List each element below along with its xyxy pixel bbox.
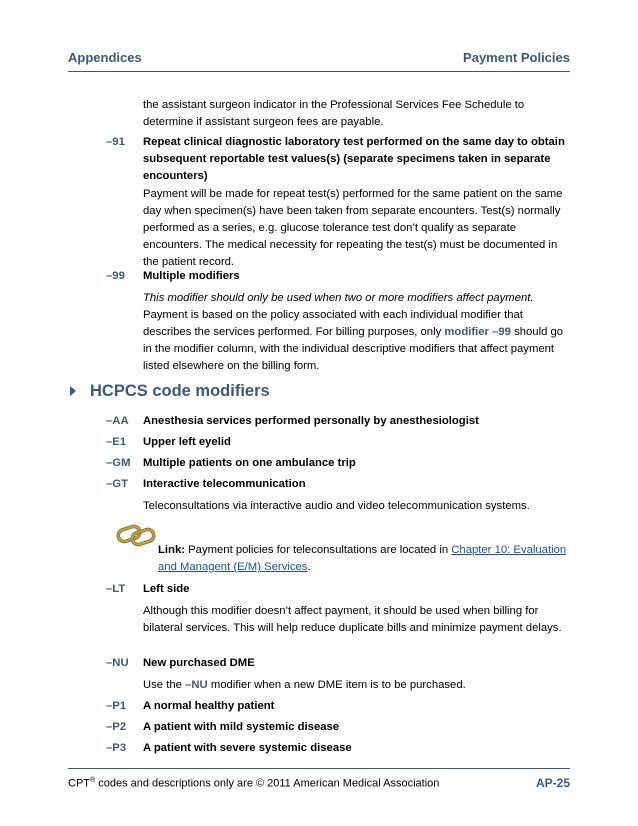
modifier-99-highlight: modifier –99 — [444, 326, 511, 338]
section-title: HCPCS code modifiers — [90, 382, 270, 400]
modifier-title: Upper left eyelid — [143, 436, 231, 448]
modifier-title: A patient with mild systemic disease — [143, 721, 340, 733]
modifier-body: Teleconsultations via interactive audio and video telecommunication systems. — [143, 500, 530, 512]
modifier-title: A normal healthy patient — [143, 700, 275, 712]
modifier-title: Multiple patients on one ambulance trip — [143, 457, 356, 469]
link-note: Link: Payment policies for teleconsultations are located in Chapter 10: Evaluation and Managent (E/M) Services. — [158, 544, 567, 573]
modifier-code: –91 — [106, 136, 125, 148]
chain-link-icon — [115, 522, 159, 548]
modifier-title: Left side — [143, 583, 190, 595]
modifier-title: Multiple modifiers — [143, 270, 240, 282]
modifier-code: –P2 — [106, 721, 127, 733]
modifier-title: A patient with severe systemic disease — [143, 742, 352, 754]
footer-rule — [68, 768, 570, 769]
section-bullet-icon — [70, 386, 76, 396]
intro-text: the assistant surgeon indicator in the Professional Services Fee Schedule to determine if assistant surgeon fees are payable. — [143, 99, 525, 128]
modifier-body: Although this modifier doesn’t affect payment, it should be used when billing for bilateral services. This will help reduce duplicate bills and minimize payment delays. — [143, 605, 562, 634]
chapter-10-link[interactable]: Chapter 10: Evaluation and Managent (E/M) Services — [158, 544, 567, 573]
modifier-code: –GT — [106, 478, 128, 490]
modifier-nu-highlight: –NU — [185, 679, 208, 691]
header-rule — [68, 71, 570, 72]
modifier-code: –AA — [106, 415, 129, 427]
modifier-code: –LT — [106, 583, 126, 595]
modifier-title: Repeat clinical diagnostic laboratory test performed on the same day to obtain subsequent reportable test values(s) (separate specimens taken in separate encounters) — [143, 136, 565, 182]
modifier-title: New purchased DME — [143, 657, 255, 669]
modifier-title: Anesthesia services performed personally by anesthesiologist — [143, 415, 479, 427]
header-left: Appendices — [68, 50, 142, 65]
header-right: Payment Policies — [463, 50, 570, 65]
modifier-99-body: This modifier should only be used when two or more modifiers affect payment. Payment is based on the policy associated with each individual modifier that describes the services performed. For billing purposes, only modifier –99 should go in the modifier column, with the individual descriptive modifiers that affect payment listed elsewhere on the billing form. — [143, 292, 564, 372]
modifier-nu-body: Use the –NU modifier when a new DME item is to be purchased. — [143, 679, 466, 691]
modifier-title: Interactive telecommunication — [143, 478, 306, 490]
modifier-code: –P3 — [106, 742, 127, 754]
page-number: AP-25 — [535, 776, 570, 790]
link-label: Link: — [158, 544, 185, 556]
modifier-code: –99 — [106, 270, 125, 282]
modifier-99-note: This modifier should only be used when two or more modifiers affect payment. — [143, 292, 534, 304]
footer-text: CPT® codes and descriptions only are © 2011 American Medical Association — [68, 777, 440, 790]
modifier-code: –NU — [106, 657, 129, 669]
modifier-code: –P1 — [106, 700, 127, 712]
modifier-code: –GM — [106, 457, 131, 469]
modifier-code: –E1 — [106, 436, 127, 448]
modifier-body: Payment will be made for repeat test(s) performed for the same patient on the same day when specimen(s) have been taken from separate encounters. Test(s) normally performed as a series, e.g. glucose tolerance test don’t qualify as separate encounters. The medical necessity for repeating the test(s) must be documented in the patient record. — [143, 188, 563, 268]
